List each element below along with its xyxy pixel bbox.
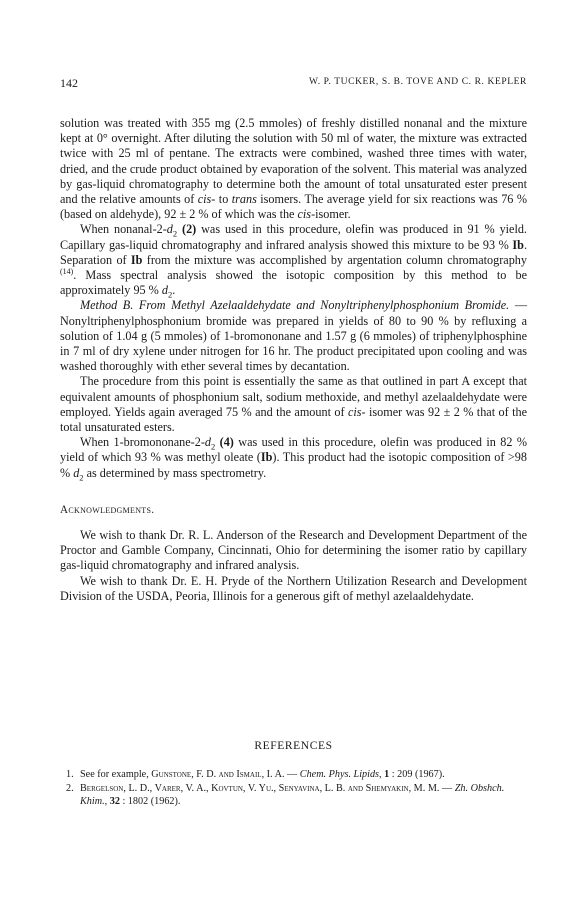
- subscript: 2: [210, 441, 216, 452]
- page-header: [60, 76, 527, 92]
- text-run: ,: [104, 796, 110, 807]
- italic-cis: cis-: [197, 192, 216, 207]
- text-run: . Separation of: [60, 237, 527, 267]
- citation-ref: (14): [60, 266, 74, 276]
- reference-item: [60, 768, 527, 782]
- text-run: When nonanal-2-: [80, 222, 167, 237]
- text-run: The procedure from this point is essentially the same as that outlined in part A except that equivalent amounts of phosphonium salt, sodium methoxide, and methyl azelaaldehydate were employed. Yields again averaged 75 % and the amount of: [60, 374, 527, 419]
- subscript: 2: [79, 472, 84, 483]
- compound-label: Ib: [512, 237, 524, 252]
- text-run: as determined by mass spectrometry.: [83, 465, 267, 480]
- italic-trans: trans: [231, 192, 257, 207]
- paragraph-bromononane: [60, 435, 527, 481]
- italic-d: d: [204, 435, 211, 450]
- body-text: [60, 116, 527, 604]
- compound-number: (2): [182, 222, 197, 237]
- text-run: was used in this procedure, olefin was produced in 91 % yield. Capillary gas-liquid chromatography and infrared analysis showed this mixture to be 93 %: [60, 222, 527, 252]
- reference-item: [60, 782, 527, 809]
- reference-number: 1.: [66, 769, 74, 780]
- text-run: : 1802 (1962).: [119, 796, 181, 807]
- text-run: ). This product had the isotopic composition of >98 %: [60, 450, 527, 480]
- text-run: —: [284, 769, 300, 780]
- text-run: -isomer.: [311, 207, 351, 222]
- text-run: isomer was 92 ± 2 % that of the total unsaturated esters.: [60, 404, 527, 435]
- text-run: was used in this procedure, olefin was produced in 82 % yield of which 93 % was methyl oleate (: [60, 435, 528, 465]
- paragraph-nonanal: [60, 222, 527, 298]
- text-run: See for example,: [80, 769, 152, 780]
- italic-cis: cis: [297, 207, 312, 222]
- method-b-title: Method B. From Methyl Azelaaldehydate and Nonyltriphenylphosphonium Bromide.: [80, 298, 510, 313]
- paragraph-procedure: [60, 374, 527, 435]
- text-run: .: [172, 283, 176, 298]
- paragraph-method-b: [60, 298, 527, 374]
- text-run: . Mass spectral analysis showed the isotopic composition by this method to be approximately 95 %: [60, 268, 527, 298]
- acknowledgment-paragraph: We wish to thank Dr. E. H. Pryde of the Northern Utilization Research and Development Division of the USDA, Peoria, Illinois for a generous gift of methyl azelaaldehydate.: [60, 573, 527, 603]
- text-run: from the mixture was accomplished by argentation column chromatography: [142, 252, 527, 267]
- running-head: W. P. TUCKER, S. B. TOVE AND C. R. KEPLER: [309, 77, 527, 87]
- text-run: —: [439, 782, 455, 794]
- text-run: : 209 (1967).: [389, 769, 445, 780]
- compound-number: (4): [219, 435, 234, 450]
- text-run: — Nonyltriphenylphosphonium bromide was prepared in yields of 80 to 90 % by refluxing a solution of 1.04 g (5 mmoles) of 1-bromononane and 1.57 g (6 mmoles) of triphenylphosphine in 7 ml of dry xylene under nitrogen for 16 hr. The product precipitated upon cooling and was washed thoroughly with ether several times by decantation.: [60, 298, 528, 374]
- text-run: ,: [379, 769, 385, 780]
- text-run: When 1-bromononane-2-: [80, 435, 205, 450]
- acknowledgment-paragraph: We wish to thank Dr. R. L. Anderson of the Research and Development Department of the Proctor and Gamble Company, Cincinnati, Ohio for determining the isomer ratio by capillary gas-liquid chromatography and infrared analysis.: [60, 528, 527, 573]
- text-run: to: [215, 192, 232, 207]
- italic-d: d: [161, 283, 168, 298]
- reference-journal: Zh. Obshch. Khim.: [80, 782, 505, 807]
- reference-number: 2.: [66, 782, 74, 794]
- page-number: 142: [60, 76, 78, 90]
- references-heading: REFERENCES: [254, 740, 333, 752]
- reference-journal: Chem. Phys. Lipids: [299, 769, 380, 780]
- reference-volume: 1: [384, 769, 390, 780]
- reference-authors: Gunstone, F. D. and Ismail, I. A.: [151, 769, 285, 780]
- text-run: solution was treated with 355 mg (2.5 mmoles) of freshly distilled nonanal and the mixture kept at 0° overnight. After diluting the solution with 50 ml of water, the mixture was extracted twice with 25 ml of pentane. The extracts were combined, washed three times with water, dried, and the crude product obtained by evaporation of the solvent. This material was analyzed by gas-liquid chromatography to determine both the amount of total unsaturated ester present and the relative amounts of: [60, 116, 527, 207]
- paragraph-method-a-continued: [60, 116, 527, 222]
- text-run: isomers. The average yield for six reactions was 76 % (based on aldehyde), 92 ± 2 % of which was the: [60, 192, 527, 222]
- reference-authors: Bergelson, L. D., Varer, V. A., Kovtun, V. Yu., Senyavina, L. B. and Shemyakin, M. M.: [80, 782, 440, 794]
- acknowledgments-heading: Acknowledgments.: [60, 503, 155, 516]
- subscript: 2: [172, 228, 178, 239]
- italic-cis: cis-: [347, 404, 366, 419]
- compound-label: Ib: [130, 252, 143, 267]
- italic-d: d: [73, 465, 80, 480]
- reference-volume: 32: [109, 796, 120, 807]
- references-list: [60, 768, 527, 809]
- compound-label: Ib: [260, 450, 273, 465]
- italic-d: d: [166, 222, 173, 237]
- subscript: 2: [167, 289, 173, 300]
